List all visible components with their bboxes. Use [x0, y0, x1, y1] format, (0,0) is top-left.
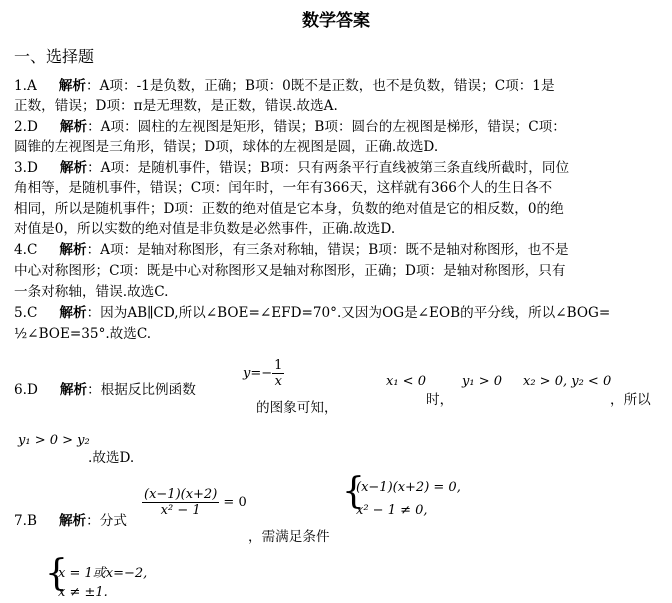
- fraction-expression: $\frac{(x-1)(x+2)}{\text{x² − 1}}$ = 0: [144, 487, 247, 518]
- inverse-function-formula: y=− $\frac{1}{x}$: [243, 358, 283, 389]
- answer-q6-therefore: ，所以: [610, 392, 651, 408]
- answer-q5-line2: ½∠BOE=35°.故选C.: [14, 326, 152, 342]
- answer-q1-line1: 1.A 解析：A项：-1是负数，正确；B项：0既不是正数，也不是负数，错误；C项：1是: [14, 78, 555, 94]
- answer-q4-line2: 中心对称图形；C项：既是中心对称图形又是轴对称图形，正确；D项：是轴对称图形，只有: [14, 263, 566, 279]
- system-brace-2: {: [45, 553, 68, 594]
- answer-q3-line1: 3.D 解析：A项：是随机事件，错误；B项：只有两条平行直线被第三条直线所截时，同位: [14, 160, 570, 176]
- answer-q6-when: 时，: [426, 392, 454, 408]
- answer-q6-graph-text: 的图象可知，: [256, 400, 338, 416]
- system2-eq1: x = 1或x=−2,: [58, 566, 148, 581]
- system2-eq2: x ≠ ±1.: [58, 585, 108, 600]
- condition-x2-y2: x₂ > 0, y₂ < 0: [523, 374, 612, 389]
- answer-q7-condition: ，需满足条件: [248, 529, 330, 545]
- system-brace-1: {: [342, 471, 365, 512]
- conclusion-inequality: y₁ > 0 > y₂: [18, 433, 90, 448]
- answer-q2-line1: 2.D 解析：A项：圆柱的左视图是矩形，错误；B项：圆台的左视图是梯形，错误；C项：: [14, 119, 566, 135]
- answer-q3-line2: 角相等，是随机事件，错误；C项：闰年时，一年有366天，这样就有366个人的生日各不: [14, 180, 553, 196]
- answer-q4-line3: 一条对称轴，错误.故选C.: [14, 284, 169, 300]
- answer-q4-line1: 4.C 解析：A项：是轴对称图形，有三条对称轴，错误；B项：既不是轴对称图形，也不是: [14, 242, 569, 258]
- page-title: 数学答案: [302, 11, 370, 31]
- system1-eq2: x² − 1 ≠ 0,: [356, 503, 428, 518]
- answer-q1-line2: 正数，错误；D项：π是无理数，是正数，错误.故选A.: [14, 98, 338, 114]
- system1-eq1: (x−1)(x+2) = 0,: [356, 480, 461, 495]
- section-heading: 一、选择题: [14, 47, 95, 66]
- answer-q6-end: .故选D.: [88, 450, 135, 466]
- answer-q7-line1: 7.B 解析：分式: [14, 513, 127, 529]
- answer-q3-line3: 相同，所以是随机事件；D项：正数的绝对值是它本身，负数的绝对值是它的相反数，0的绝: [14, 201, 564, 217]
- answer-q3-line4: 对值是0，所以实数的绝对值是非负数是必然事件，正确.故选D.: [14, 221, 396, 237]
- answer-q6-line1: 6.D 解析：根据反比例函数: [14, 382, 196, 398]
- answer-q2-line2: 圆锥的左视图是三角形，错误；D项，球体的左视图是圆，正确.故选D.: [14, 139, 439, 155]
- condition-y1: y₁ > 0: [462, 374, 502, 389]
- condition-x1: x₁ < 0: [386, 374, 426, 389]
- answer-q5-line1: 5.C 解析：因为AB∥CD,所以∠BOE=∠EFD=70°.又因为OG是∠EOB的平分线，所以∠BOG=: [14, 305, 611, 321]
